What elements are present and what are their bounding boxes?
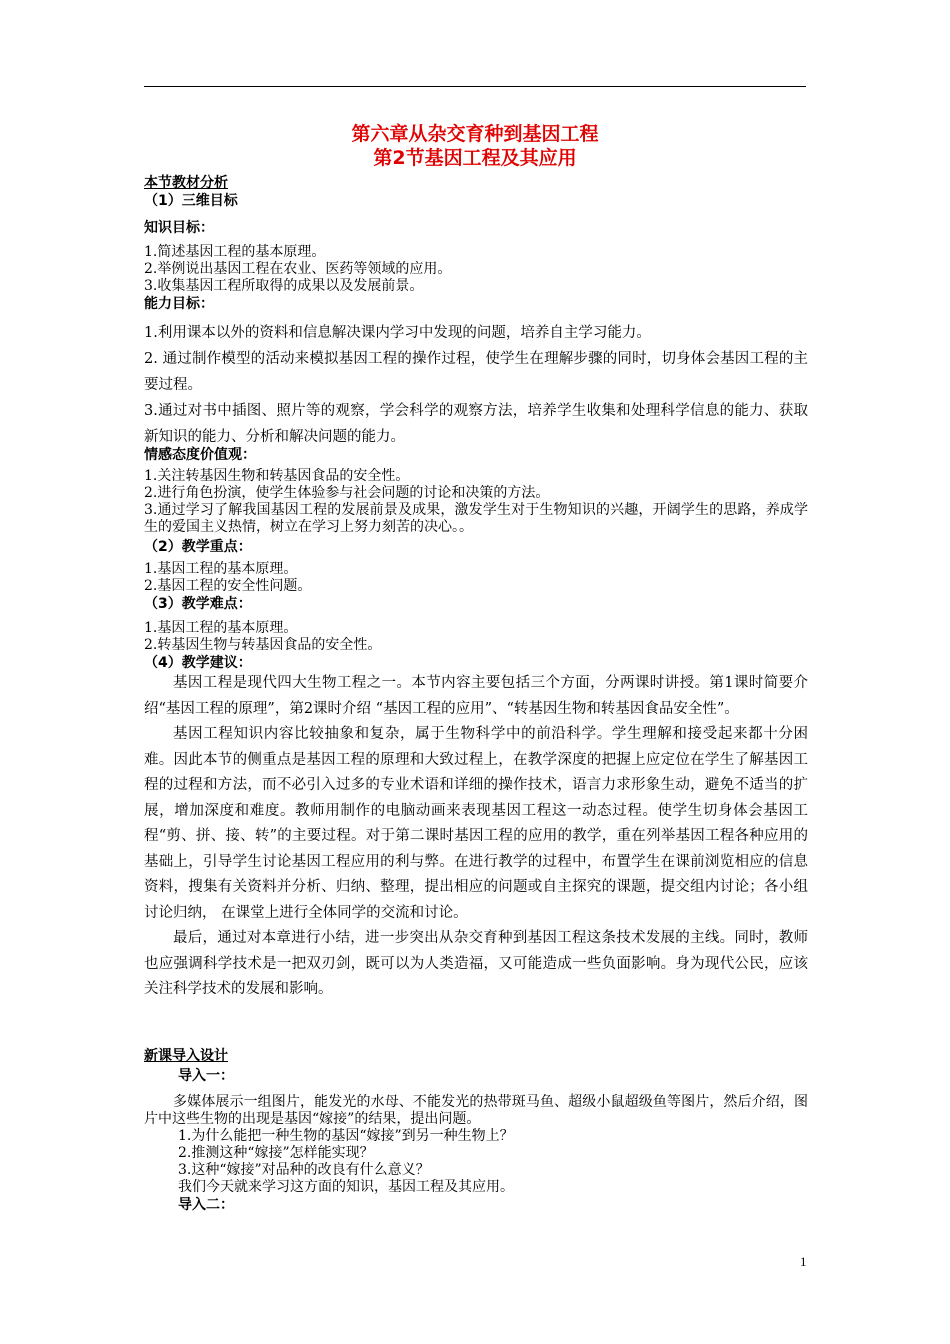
- analysis-heading: 本节教材分析: [144, 175, 228, 191]
- ability-list: [144, 320, 808, 450]
- list-item: 3.通过学习了解我国基因工程的发展前景及成果，激发学生对于生物知识的兴趣，开阔学生的思路，养成学生的爱国主义热情，树立在学习上努力刻苦的决心。。: [144, 502, 808, 535]
- goals-heading: （1）三维目标: [144, 193, 238, 209]
- list-item: 3.这种“嫁接”对品种的改良有什么意义？: [178, 1162, 430, 1178]
- list-item: 2. 通过制作模型的活动来模拟基因工程的操作过程，使学生在理解步骤的同时，切身体会基因工程的主要过程。: [144, 351, 808, 393]
- intro1-questions: [178, 1128, 798, 1196]
- advice-paragraph: 基因工程是现代四大生物工程之一。本节内容主要包括三个方面，分两课时讲授。第1课时简要介绍“基因工程的原理”，第2课时介绍 “基因工程的应用”、“转基因生物和转基因食品安全性”。: [144, 675, 808, 717]
- list-item: 2.推测这种“嫁接”怎样能实现？: [178, 1145, 374, 1161]
- key-heading: （2）教学重点：: [144, 539, 252, 555]
- intro1-heading-block: [178, 1067, 798, 1085]
- intro-section: [144, 1047, 808, 1065]
- intro-heading: 新课导入设计: [144, 1048, 228, 1064]
- list-item: 2.进行角色扮演，使学生体验参与社会问题的讨论和决策的方法。: [144, 485, 550, 501]
- list-item: 1.基因工程的基本原理。: [144, 561, 298, 577]
- knowledge-list: [144, 244, 808, 295]
- advice-heading-block: [144, 654, 808, 672]
- list-item: 3.通过对书中插图、照片等的观察，学会科学的观察方法，培养学生收集和处理科学信息的能力、获取新知识的能力、分析和解决问题的能力。: [144, 403, 808, 445]
- list-item: 1.为什么能把一种生物的基因“嫁接”到另一种生物上？: [178, 1128, 514, 1144]
- advice-heading: （4）教学建议：: [144, 655, 252, 671]
- intro1-paragraph: 多媒体展示一组图片，能发光的水母、不能发光的热带斑马鱼、超级小鼠超级鱼等图片，然后介绍，图片中这些生物的出现是基因“嫁接”的结果，提出问题。: [144, 1094, 808, 1127]
- knowledge-goals: [144, 219, 808, 237]
- difficult-points: [144, 595, 808, 613]
- emotion-heading-block: [144, 446, 808, 464]
- advice-body: [144, 671, 808, 1003]
- closing-line: 我们今天就来学习这方面的知识，基因工程及其应用。: [178, 1179, 514, 1195]
- advice-paragraph: 基因工程知识内容比较抽象和复杂，属于生物科学中的前沿科学。学生理解和接受起来都十分困难。因此本节的侧重点是基因工程的原理和大致过程上，在教学深度的把握上应定位在学生了解基因工程的过程和方法，而不必引入过多的专业术语和详细的操作技术，语言力求形象生动，避免不适当的扩展，增加深度和难度。教师用制作的电脑动画来表现基因工程这一动态过程。使学生切身体会基因工程“剪、拼、接、转”的主要过程。对于第二课时基因工程的应用的教学，重在列举基因工程各种应用的基础上，引导学生讨论基因工程应用的利与弊。在进行教学的过程中，布置学生在课前浏览相应的信息资料，搜集有关资料并分析、归纳、整理，提出相应的问题或自主探究的课题，提交组内讨论；各小组讨论归纳， 在课堂上进行全体同学的交流和讨论。: [144, 726, 808, 921]
- analysis-section: [144, 174, 808, 210]
- knowledge-heading: 知识目标：: [144, 220, 214, 236]
- section-title: 第2节基因工程及其应用: [373, 147, 577, 169]
- emotion-list: [144, 468, 808, 536]
- list-item: 1.关注转基因生物和转基因食品的安全性。: [144, 468, 410, 484]
- key-list: [144, 561, 808, 595]
- intro2-heading-block: [178, 1196, 798, 1214]
- page-number: 1: [800, 1254, 807, 1269]
- emotion-heading: 情感态度价值观：: [144, 447, 256, 463]
- ability-heading-block: [144, 295, 808, 313]
- difficult-heading: （3）教学难点：: [144, 596, 252, 612]
- list-item: 1.基因工程的基本原理。: [144, 620, 298, 636]
- list-item: 2.基因工程的安全性问题。: [144, 578, 312, 594]
- list-item: 2.举例说出基因工程在农业、医药等领域的应用。: [144, 261, 452, 277]
- advice-paragraph: 最后，通过对本章进行小结，进一步突出从杂交育种到基因工程这条技术发展的主线。同时，教师也应强调科学技术是一把双刃剑，既可以为人类造福，又可能造成一些负面影响。身为现代公民，应该关注科学技术的发展和影响。: [144, 930, 808, 997]
- key-points: [144, 538, 808, 556]
- list-item: 2.转基因生物与转基因食品的安全性。: [144, 637, 382, 653]
- chapter-title: 第六章从杂交育种到基因工程: [351, 123, 599, 145]
- list-item: 1.简述基因工程的基本原理。: [144, 244, 326, 260]
- intro2-heading: 导入二：: [178, 1197, 234, 1213]
- intro1-heading: 导入一：: [178, 1068, 234, 1084]
- header-rule: [144, 86, 806, 87]
- list-item: 3.收集基因工程所取得的成果以及发展前景。: [144, 278, 424, 294]
- ability-heading: 能力目标：: [144, 296, 214, 312]
- difficult-list: [144, 620, 808, 654]
- list-item: 1.利用课本以外的资料和信息解决课内学习中发现的问题，培养自主学习能力。: [144, 325, 651, 341]
